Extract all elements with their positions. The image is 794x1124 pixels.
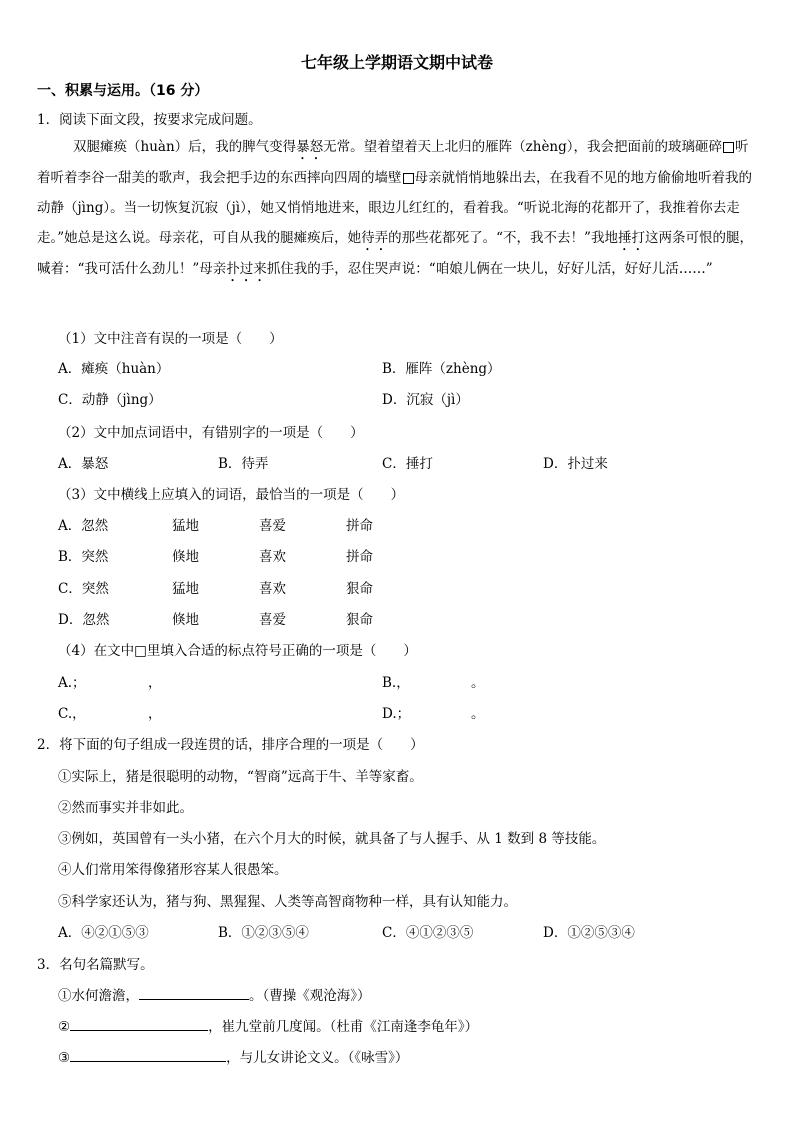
option-a: A．瘫痪（huàn）: [58, 361, 170, 377]
question-2-stem: 2．将下面的句子组成一段连贯的话，排序合理的一项是（ ）: [37, 737, 424, 753]
option-mark: 。: [471, 675, 485, 691]
sub-question-2-stem: （2）文中加点词语中，有错别字的一项是（ ）: [58, 425, 364, 441]
option-a: A．暴怒: [58, 456, 109, 472]
sub-question-1-stem: （1）文中注音有误的一项是（ ）: [58, 331, 283, 347]
recitation-line-1: ①水何澹澹， 。（曹操《观沧海》）: [58, 988, 371, 1004]
option-mark: ，: [148, 675, 162, 691]
option-b: B．雁阵（zhèng）: [382, 361, 501, 377]
section-heading: 一、积累与运用。（16 分）: [37, 83, 209, 99]
answer-blank[interactable]: [70, 1049, 226, 1062]
option-word: 狠命: [346, 612, 373, 628]
option-c: C．动静（jìng）: [58, 392, 162, 408]
dotted-word: 待弄: [361, 230, 389, 246]
option-d: D．沉寂（jì）: [382, 392, 469, 408]
option-word: 喜爱: [259, 612, 286, 628]
dotted-word: 扑过来: [226, 261, 267, 277]
sentence-2: ②然而事实并非如此。: [58, 800, 193, 816]
question-3-stem: 3．名句名篇默写。: [37, 957, 154, 973]
option-a: A．④②①⑤③: [58, 925, 149, 941]
option-word: 猛地: [172, 581, 199, 597]
option-d: D．①②⑤③④: [543, 925, 635, 941]
sentence-4: ④人们常用笨得像猪形容某人很愚笨。: [58, 862, 288, 878]
option-b: B.，: [382, 675, 410, 691]
option-b: B．①②③⑤④: [218, 925, 309, 941]
dotted-word: 捶打: [617, 230, 645, 246]
page-title: 七年级上学期语文期中试卷: [300, 53, 493, 72]
option-a: A．忽然: [58, 518, 109, 534]
answer-blank[interactable]: [139, 987, 249, 1000]
option-a: A.；: [58, 675, 86, 691]
option-word: 狠命: [346, 581, 373, 597]
option-word: 喜爱: [259, 518, 286, 534]
option-d: D．忽然: [58, 612, 110, 628]
option-c: C．④①②③⑤: [382, 925, 474, 941]
blank-box: [403, 173, 414, 184]
option-d: D.；: [382, 706, 411, 722]
option-word: 喜欢: [259, 581, 286, 597]
option-word: 拼命: [346, 549, 373, 565]
reading-passage: 双腿瘫痪（huàn）后，我的脾气变得暴怒无常。望着望着天上北归的雁阵（zhèng），我会把面前的玻璃砸碎 听着听着李谷一甜美的歌声，我会把手边的东西摔向四周的墙壁 母亲就悄悄地躲出去，在我看不见的地方偷偷地听着我的动静（jìng）。当一切恢复沉寂（jì），她又悄悄地进来，眼边儿红红的，看着我。“听说北海的花都开了，我推着你去走走。”她总是这么说。母亲花，可自从我的腿瘫痪后，她待弄的那些花都死了。“不，我不去！”我地捶打这两条可恨的腿，喊着：“我可活什么劲儿！”母亲扑过来抓住我的手，忍住哭声说：“咱娘儿俩在一块儿，好好儿活，好好儿活……”: [37, 139, 753, 277]
blank-box: [723, 142, 734, 153]
option-mark: 。: [471, 706, 485, 722]
answer-blank[interactable]: [70, 1018, 208, 1031]
option-b: B．突然: [58, 549, 109, 565]
option-word: 喜欢: [259, 549, 286, 565]
option-c: C．突然: [58, 581, 109, 597]
dotted-word: 暴怒: [296, 139, 324, 155]
sub-question-3-stem: （3）文中横线上应填入的词语，最恰当的一项是（ ）: [58, 487, 405, 503]
sentence-3: ③例如，英国曾有一头小猪，在六个月大的时候，就具备了与人握手、从 1 数到 8 等技能。: [58, 831, 606, 847]
option-word: 猛地: [172, 518, 199, 534]
question-1-stem: 1．阅读下面文段，按要求完成问题。: [37, 112, 262, 128]
recitation-line-2: ② ，崔九堂前几度闻。（杜甫《江南逢李龟年》）: [58, 1019, 479, 1035]
option-word: 倏地: [172, 549, 199, 565]
recitation-line-3: ③ ，与儿女讲论文义。（《咏雪》）: [58, 1050, 409, 1066]
option-d: D．扑过来: [543, 456, 608, 472]
sentence-1: ①实际上，猪是很聪明的动物，“智商”远高于牛、羊等家畜。: [58, 769, 423, 785]
sentence-5: ⑤科学家还认为，猪与狗、黑猩猩、人类等高智商物种一样，具有认知能力。: [58, 894, 517, 910]
sub-question-4-stem: （4）在文中□里填入合适的标点符号正确的一项是（ ）: [58, 643, 417, 659]
option-b: B．待弄: [218, 456, 269, 472]
option-word: 倏地: [172, 612, 199, 628]
option-word: 拼命: [346, 518, 373, 534]
option-c: C．捶打: [382, 456, 433, 472]
option-mark: ，: [148, 706, 162, 722]
option-c: C.，: [58, 706, 86, 722]
